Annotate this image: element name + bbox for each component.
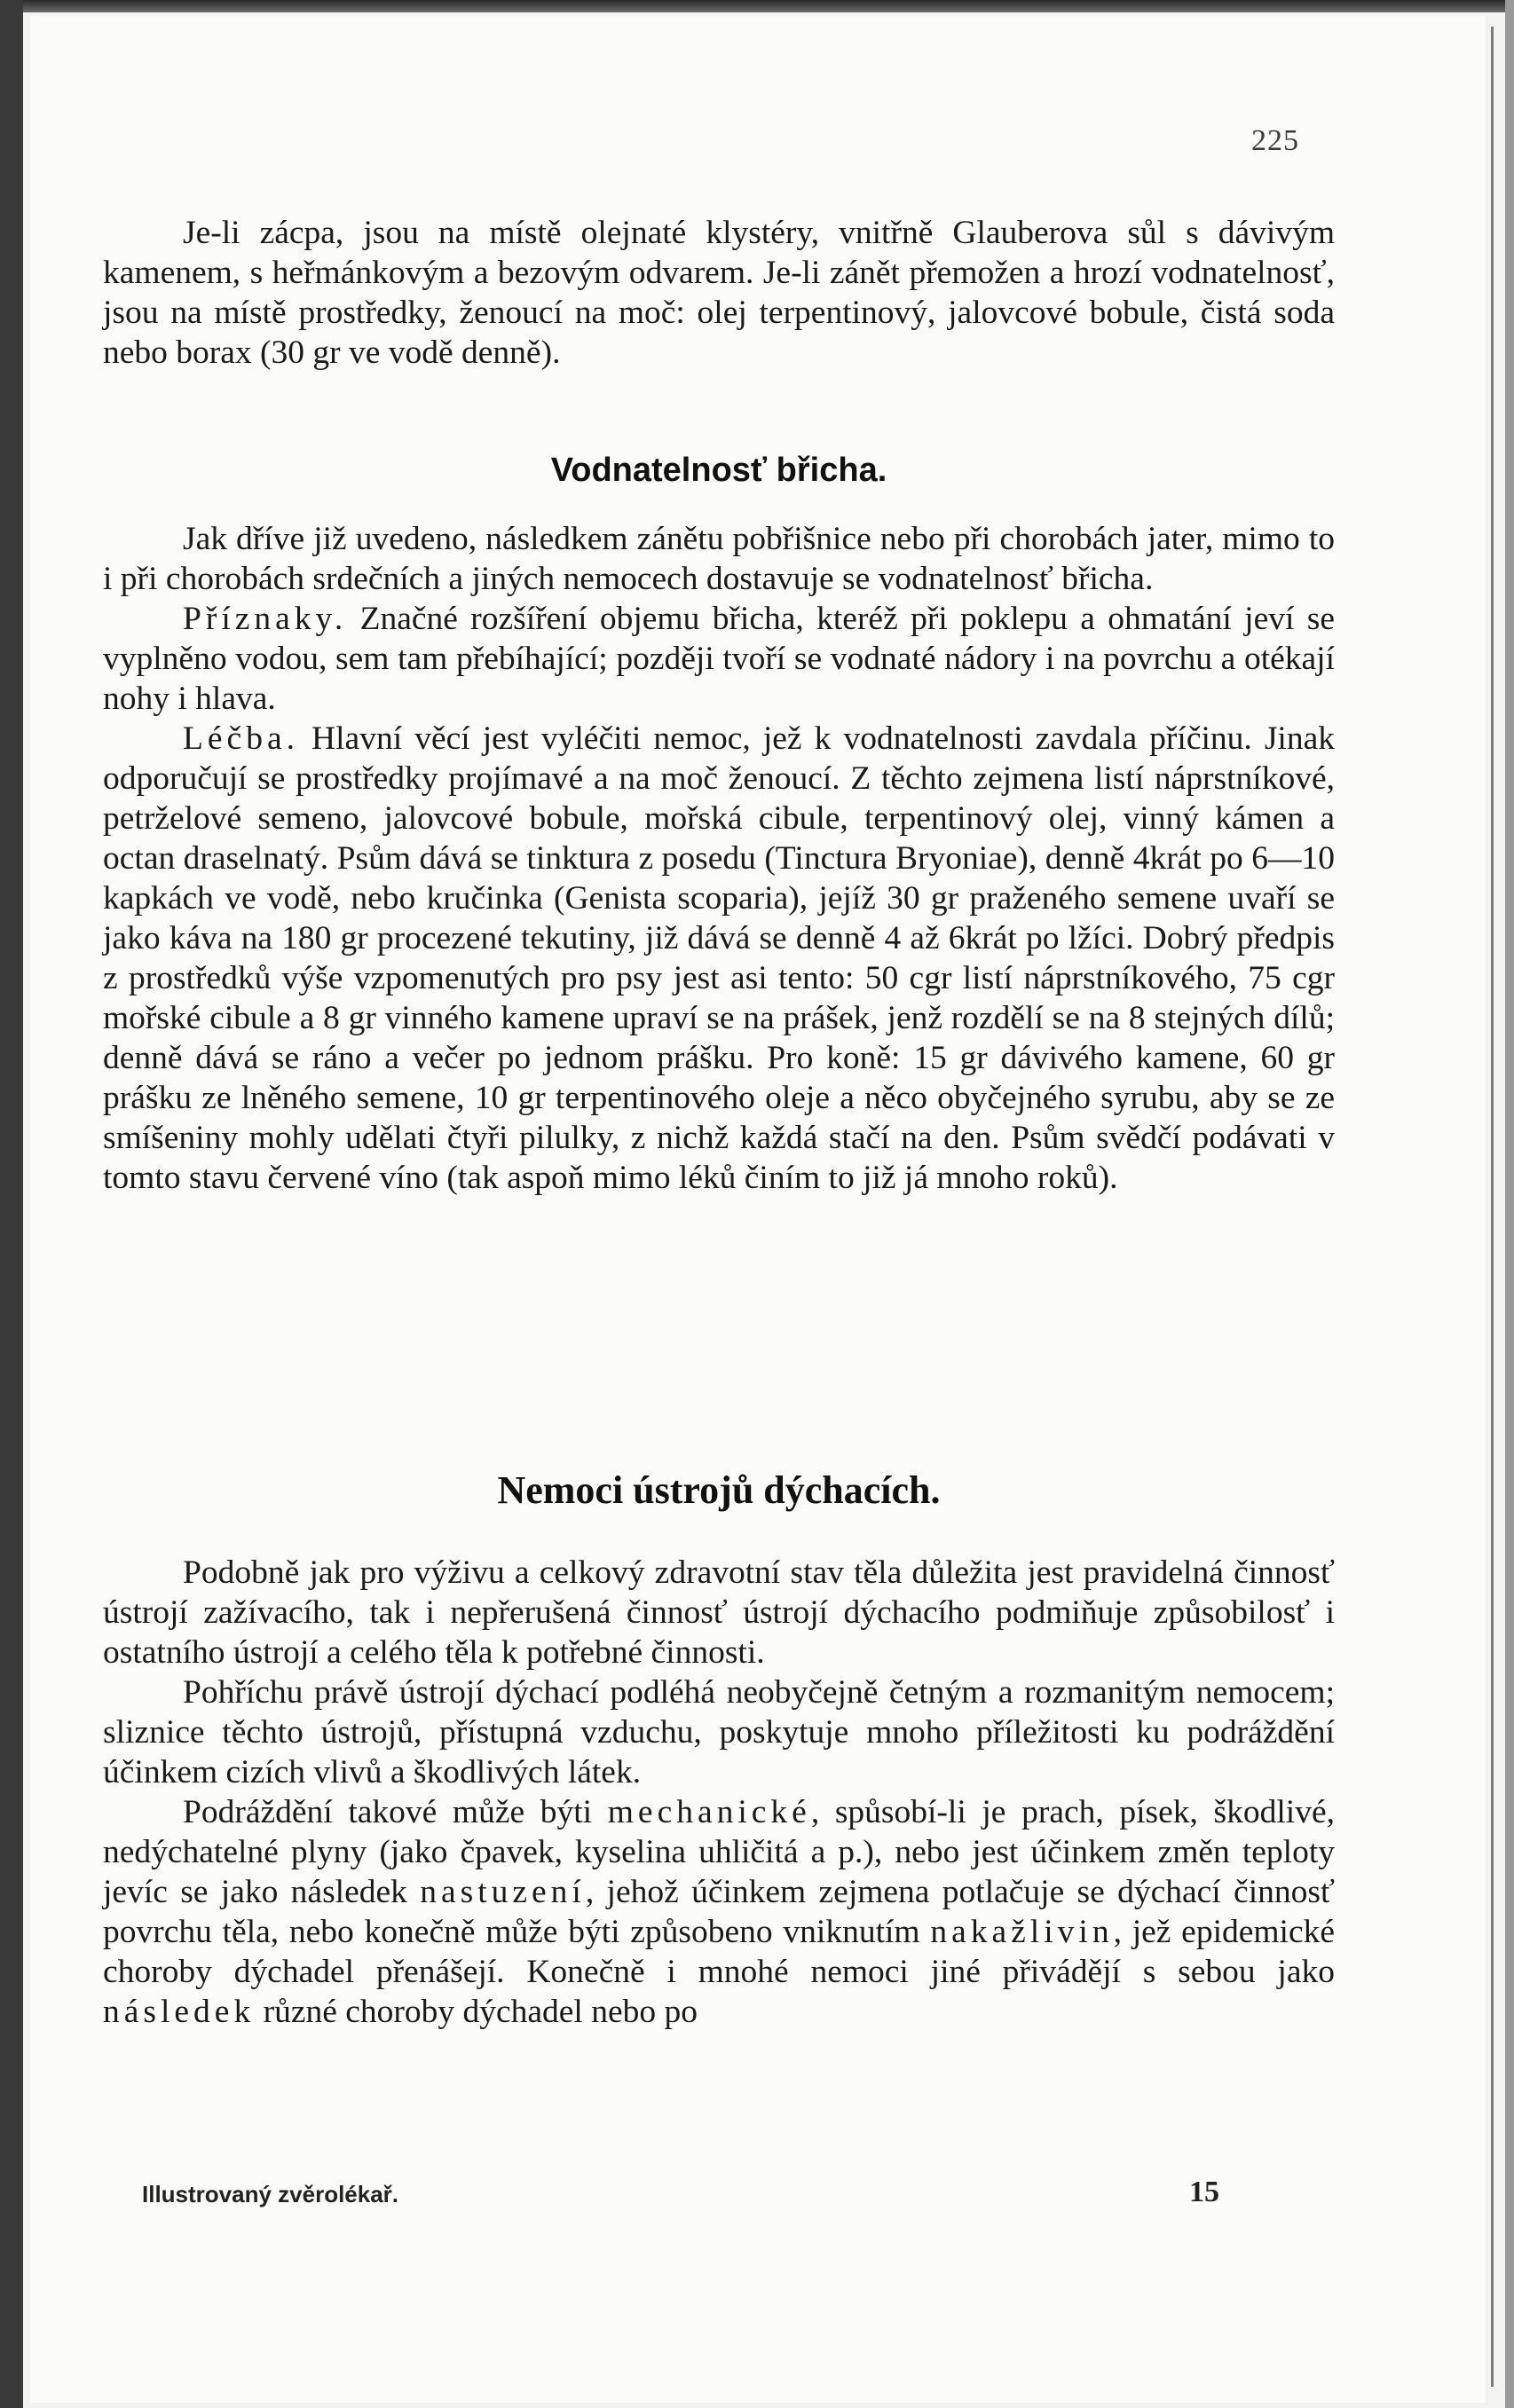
section-2-paragraph-1: Podobně jak pro výživu a celkový zdravotní stav těla důležita jest pravidelná činnosť ústrojí zažívacího, tak i nepřerušená činnosť ústrojí dýchacího podmiňuje způsobilosť i ostatního ústrojí a celého těla k potřebné činnosti.	[103, 1554, 1335, 1671]
scan-right-edge	[1505, 0, 1514, 2408]
footer-signature: 15	[1189, 2176, 1219, 2208]
p3-part-b: , spůsobí-li je prach, písek, škodlivé, nedýchatelné plyny (jako čpavek, kyselina uhličitá a p.), nebo jest účinkem změn teploty jevíc se jako následek	[103, 1794, 1335, 1910]
book-page	[30, 16, 1486, 2403]
treatment-paragraph	[103, 719, 1335, 1198]
page-right-rule	[1491, 27, 1494, 2387]
p3-part-d: , jež epidemické choroby dýchadel přenášejí. Konečně i mnohé nemoci jiné přivádějí s sebou jako	[103, 1914, 1336, 1990]
section-1-text	[103, 519, 1335, 1198]
p3-nasledek: následek	[103, 1994, 256, 2030]
p3-nakazlivin: nakažlivin	[930, 1914, 1114, 1950]
scan-left-edge	[0, 0, 23, 2408]
section-1-paragraph: Jak dříve již uvedeno, následkem zánětu pobřišnice nebo při chorobách jater, mimo to i při chorobách srdečních a jiných nemocech dostavuje se vodnatelnosť břicha.	[103, 521, 1335, 597]
symptoms-label: Příznaky.	[183, 601, 348, 637]
treatment-text: Hlavní věcí jest vyléčiti nemoc, jež k vodnatelnosti zavdala příčinu. Jinak odporučují se prostředky projímavé a na moč ženoucí. Z těchto zejmena listí náprstníkové, petrželové semeno, jalovcové bobule, mořská cibule, terpentinový olej, vinný kámen a octan draselnatý. Psům dává se tinktura z posedu (Tinctura Bryoniae), denně 4krát po 6—10 kapkách ve vodě, nebo kručinka (Genista scoparia), jejíž 30 gr praženého semene uvaří se jako káva na 180 gr procezené tekutiny, již dává se denně 4 až 6krát po lžíci. Dobrý předpis z prostředků výše vzpomenutých pro psy jest asi tento: 50 cgr listí náprstníkového, 75 cgr mořské cibule a 8 gr vinného kamene upraví se na prášek, jenž rozdělí se na 8 stejných dílů; denně dává se ráno a večer po jednom prášku. Pro koně: 15 gr dávivého kamene, 60 gr prášku ze lněného semene, 10 gr terpentinového oleje a něco obyčejného syrubu, aby se ze smíšeniny mohly udělati čtyři pilulky, z nichž každá stačí na den. Psům svědčí podávati v tomto stavu červené víno (tak aspoň mimo léků činím to již já mnoho roků).	[103, 720, 1335, 1196]
symptoms-paragraph	[103, 599, 1335, 719]
intro-paragraph: Je-li zácpa, jsou na místě olejnaté klystéry, vnitřně Glauberova sůl s dávivým kamenem, s heřmánkovým a bezovým odvarem. Je-li zánět přemožen a hrozí vodnatelnosť, jsou na místě prostředky, ženoucí na moč: olej terpentinový, jalovcové bobule, čistá soda nebo borax (30 gr ve vodě denně).	[103, 215, 1335, 371]
footer-book-title: Illustrovaný zvěrolékař.	[142, 2181, 399, 2207]
p3-mechanicke: mechanické	[607, 1794, 811, 1830]
section-heading-vodnatelnost: Vodnatelnosť břicha.	[550, 452, 887, 489]
page-number: 225	[1251, 124, 1299, 157]
treatment-label: Léčba.	[183, 720, 299, 757]
section-2-paragraph-3	[103, 1792, 1335, 2032]
section-2-text	[103, 1553, 1335, 2032]
p3-part-c: , jehož účinkem zejmena potlačuje se dýchací činnosť povrchu těla, nebo konečně může býti způsobeno vniknutím	[103, 1874, 1335, 1950]
section-heading-dychaci: Nemoci ústrojů dýchacích.	[497, 1468, 941, 1512]
p3-part-e: různé choroby dýchadel nebo po	[255, 1994, 698, 2030]
section-2-paragraph-2: Pohříchu právě ústrojí dýchací podléhá neobyčejně četným a rozmanitým nemocem; sliznice těchto ústrojů, přístupná vzduchu, poskytuje mnoho příležitosti ku podráždění účinkem cizích vlivů a škodlivých látek.	[103, 1674, 1335, 1790]
symptoms-text: Značné rozšíření objemu břicha, kteréž při poklepu a ohmatání jeví se vyplněno vodou, sem tam přebíhající; později tvoří se vodnaté nádory i na povrchu a otékají nohy i hlava.	[103, 601, 1335, 717]
p3-nastuzeni: nastuzení	[420, 1874, 586, 1910]
scan-top-edge	[0, 0, 1514, 12]
intro-text	[103, 213, 1335, 373]
p3-part-a: Podráždění takové může býti	[183, 1794, 608, 1830]
